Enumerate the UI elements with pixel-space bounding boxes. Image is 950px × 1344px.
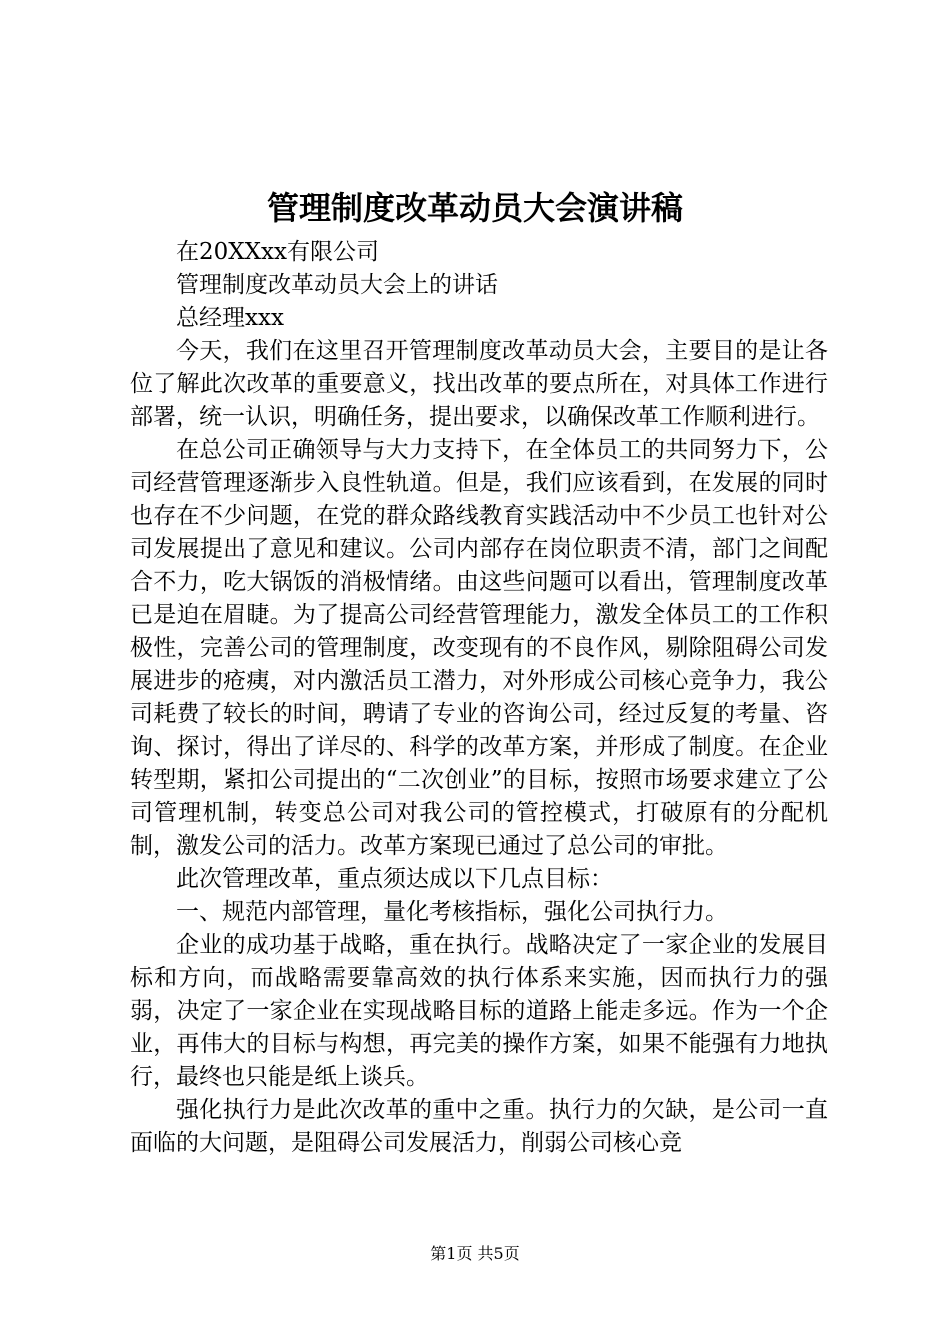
document-body — [130, 236, 828, 1160]
paragraph: 强化执行力是此次改革的重中之重。执行力的欠缺，是公司一直面临的大问题，是阻碍公司发展活力，削弱公司核心竞 — [130, 1097, 828, 1156]
section-heading: 一、规范内部管理，量化考核指标，强化公司执行力。 — [176, 899, 728, 925]
paragraph: 今天，我们在这里召开管理制度改革动员大会，主要目的是让各位了解此次改革的重要意义，找出改革的要点所在，对具体工作进行部署，统一认识，明确任务，提出要求，以确保改革工作顺利进行。 — [130, 338, 828, 430]
paragraph: 在总公司正确领导与大力支持下，在全体员工的共同努力下，公司经营管理逐渐步入良性轨道。但是，我们应该看到，在发展的同时也存在不少问题，在党的群众路线教育实践活动中不少员工也针对公司发展提出了意见和建议。公司内部存在岗位职责不清，部门之间配合不力，吃大锅饭的消极情绪。由这些问题可以看出，管理制度改革已是迫在眉睫。为了提高公司经营管理能力，激发全体员工的工作积极性，完善公司的管理制度，改变现有的不良作风，剔除阻碍公司发展进步的疮痍，对内激活员工潜力，对外形成公司核心竞争力，我公司耗费了较长的时间，聘请了专业的咨询公司，经过反复的考量、咨询、探讨，得出了详尽的、科学的改革方案，并形成了制度。在企业转型期，紧扣公司提出的“二次创业”的目标，按照市场要求建立了公司管理机制，转变总公司对我公司的管控模式，打破原有的分配机制，激发公司的活力。改革方案现已通过了总公司的审批。 — [130, 437, 828, 859]
page-number-footer: 第1页 共5页 — [430, 1244, 520, 1263]
document-title: 管理制度改革动员大会演讲稿 — [266, 189, 683, 227]
paragraph-venue: 在20XXxx有限公司 — [176, 239, 379, 265]
paragraph-speaker: 总经理xxx — [176, 305, 284, 331]
paragraph-occasion: 管理制度改革动员大会上的讲话 — [176, 272, 498, 298]
paragraph: 此次管理改革，重点须达成以下几点目标： — [176, 866, 613, 892]
paragraph: 企业的成功基于战略，重在执行。战略决定了一家企业的发展目标和方向，而战略需要靠高效的执行体系来实施，因而执行力的强弱，决定了一家企业在实现战略目标的道路上能走多远。作为一个企业，再伟大的目标与构想，再完美的操作方案，如果不能强有力地执行，最终也只能是纸上谈兵。 — [130, 932, 828, 1090]
